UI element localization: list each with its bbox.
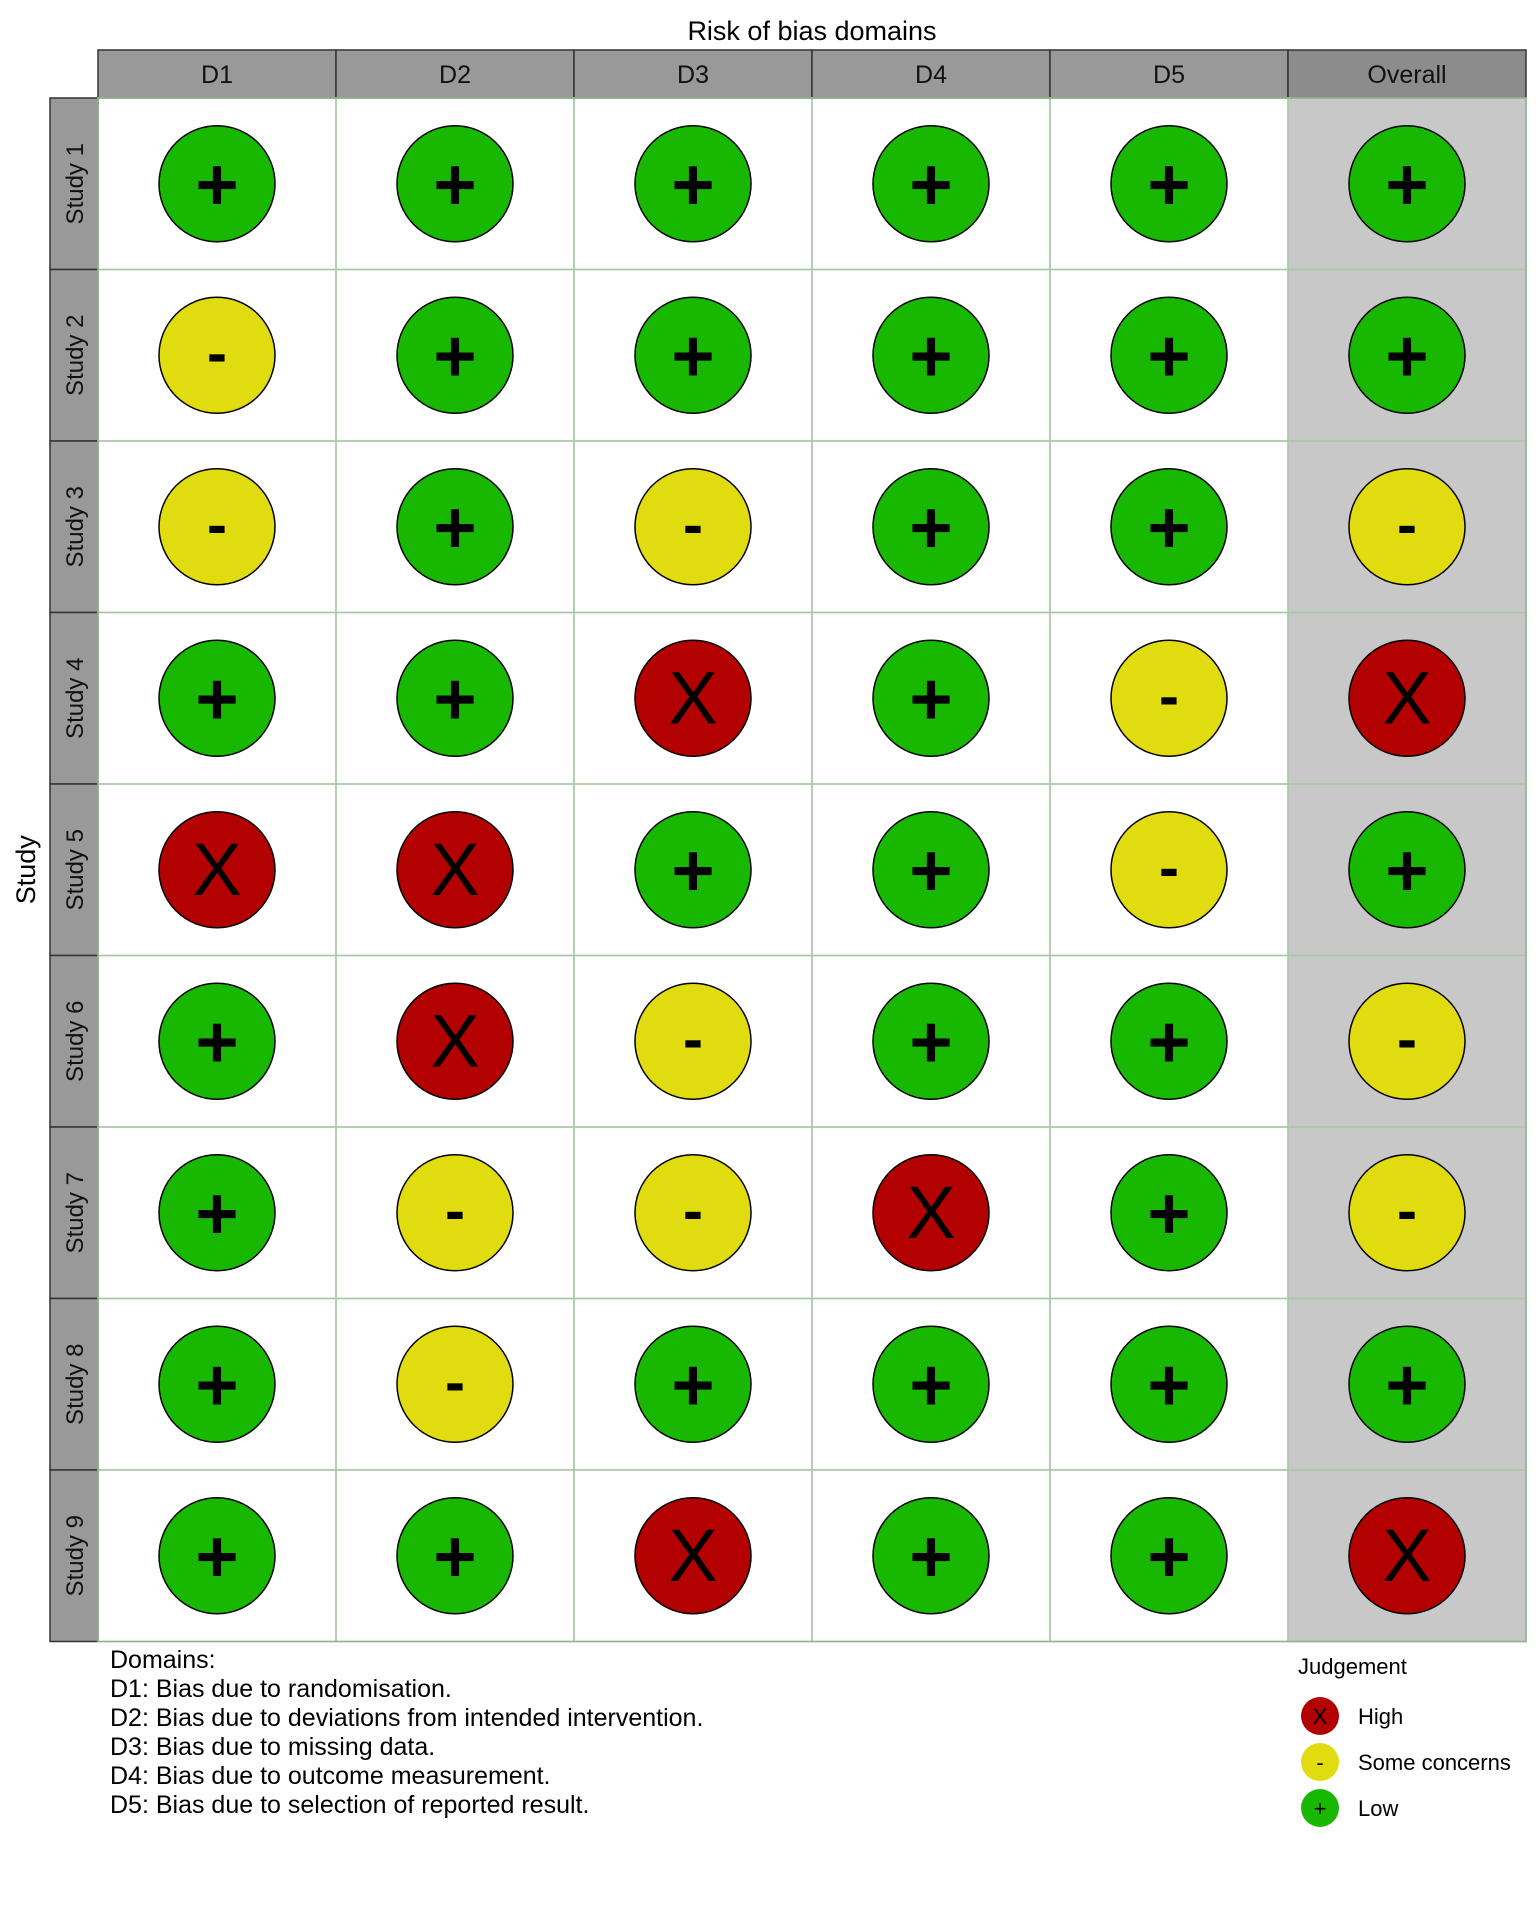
column-label-d4: D4 [915, 61, 947, 89]
judgement-symbol-study-8-d5: + [1147, 1343, 1191, 1427]
legend-symbol-some-concerns: - [1316, 1750, 1324, 1775]
judgement-symbol-study-7-d1: + [195, 1171, 239, 1255]
judgement-symbol-study-5-d4: + [909, 828, 953, 912]
domain-description-d3: D3: Bias due to missing data. [110, 1733, 436, 1761]
legend-symbol-high: X [1312, 1704, 1328, 1729]
judgement-symbol-study-3-overall: - [1397, 490, 1417, 558]
row-label-study-9: Study 9 [62, 1515, 89, 1597]
judgement-symbol-study-2-d3: + [671, 314, 715, 398]
judgement-symbol-study-3-d2: + [433, 485, 477, 569]
column-label-overall: Overall [1367, 61, 1447, 89]
judgement-symbol-study-8-d4: + [909, 1343, 953, 1427]
judgement-symbol-study-7-overall: - [1397, 1176, 1417, 1244]
domain-description-d4: D4: Bias due to outcome measurement. [110, 1762, 551, 1790]
judgement-symbol-study-3-d5: + [1147, 485, 1191, 569]
domains-legend [110, 1646, 703, 1820]
legend-title: Judgement [1298, 1654, 1407, 1679]
judgement-symbol-study-1-d4: + [909, 142, 953, 226]
domains-title: Domains: [110, 1646, 216, 1674]
judgement-symbol-study-1-d2: + [433, 142, 477, 226]
judgement-symbol-study-2-d5: + [1147, 314, 1191, 398]
judgement-symbol-study-2-d4: + [909, 314, 953, 398]
domain-description-d2: D2: Bias due to deviations from intended intervention. [110, 1704, 704, 1732]
judgement-symbol-study-5-d5: - [1159, 833, 1179, 901]
judgement-symbol-study-9-d4: + [909, 1514, 953, 1598]
column-label-d1: D1 [201, 61, 233, 89]
judgement-symbol-study-5-d1: X [192, 827, 242, 911]
judgement-symbol-study-6-d3: - [683, 1005, 703, 1073]
judgement-symbol-study-1-d5: + [1147, 142, 1191, 226]
judgement-symbol-study-6-d5: + [1147, 1000, 1191, 1084]
judgement-symbol-study-8-d1: + [195, 1343, 239, 1427]
judgement-symbol-study-4-overall: X [1382, 656, 1432, 740]
judgement-symbol-study-5-overall: + [1385, 828, 1429, 912]
judgement-symbol-study-4-d2: + [433, 657, 477, 741]
judgement-symbol-study-4-d4: + [909, 657, 953, 741]
judgement-symbol-study-9-overall: X [1382, 1513, 1432, 1597]
legend-symbol-low: + [1313, 1796, 1327, 1821]
judgement-symbol-study-9-d2: + [433, 1514, 477, 1598]
judgement-symbol-study-5-d2: X [430, 827, 480, 911]
judgement-symbol-study-4-d5: - [1159, 662, 1179, 730]
judgement-symbol-study-3-d4: + [909, 485, 953, 569]
column-label-d2: D2 [439, 61, 471, 89]
judgement-symbol-study-8-d3: + [671, 1343, 715, 1427]
y-axis-label: Study [11, 835, 41, 905]
column-label-d3: D3 [677, 61, 709, 89]
row-label-study-2: Study 2 [62, 314, 89, 396]
row-label-study-7: Study 7 [62, 1172, 89, 1254]
judgement-symbol-study-4-d3: X [668, 656, 718, 740]
chart-title: Risk of bias domains [687, 16, 937, 46]
judgement-symbol-study-5-d3: + [671, 828, 715, 912]
legend-label-some-concerns: Some concerns [1358, 1750, 1511, 1775]
judgement-symbol-study-6-d4: + [909, 1000, 953, 1084]
judgement-symbol-study-6-d1: + [195, 1000, 239, 1084]
judgement-symbol-study-7-d4: X [906, 1170, 956, 1254]
judgement-symbol-study-1-d1: + [195, 142, 239, 226]
judgement-symbol-study-2-d1: - [207, 319, 227, 387]
row-label-study-4: Study 4 [62, 657, 89, 739]
domain-description-d1: D1: Bias due to randomisation. [110, 1675, 452, 1703]
judgement-symbol-study-9-d5: + [1147, 1514, 1191, 1598]
domain-description-d5: D5: Bias due to selection of reported result. [110, 1791, 590, 1819]
row-label-study-1: Study 1 [62, 143, 89, 225]
judgement-symbol-study-2-d2: + [433, 314, 477, 398]
row-label-study-6: Study 6 [62, 1000, 89, 1082]
judgement-symbol-study-1-overall: + [1385, 142, 1429, 226]
legend-label-high: High [1358, 1704, 1404, 1729]
judgement-symbol-study-7-d5: + [1147, 1171, 1191, 1255]
judgement-symbol-study-8-overall: + [1385, 1343, 1429, 1427]
judgement-symbol-study-9-d1: + [195, 1514, 239, 1598]
row-label-study-8: Study 8 [62, 1343, 89, 1425]
row-label-study-5: Study 5 [62, 829, 89, 911]
judgement-symbol-study-6-d2: X [430, 999, 480, 1083]
judgement-symbol-study-2-overall: + [1385, 314, 1429, 398]
judgement-symbol-study-4-d1: + [195, 657, 239, 741]
judgement-symbol-study-7-d2: - [445, 1176, 465, 1244]
judgement-symbol-study-9-d3: X [668, 1513, 718, 1597]
judgement-symbol-study-7-d3: - [683, 1176, 703, 1244]
judgement-symbol-study-8-d2: - [445, 1348, 465, 1416]
judgement-symbol-study-3-d3: - [683, 490, 703, 558]
judgement-symbol-study-6-overall: - [1397, 1005, 1417, 1073]
row-label-study-3: Study 3 [62, 486, 89, 568]
judgement-symbol-study-1-d3: + [671, 142, 715, 226]
judgement-symbol-study-3-d1: - [207, 490, 227, 558]
legend-label-low: Low [1358, 1796, 1399, 1821]
column-label-d5: D5 [1153, 61, 1185, 89]
